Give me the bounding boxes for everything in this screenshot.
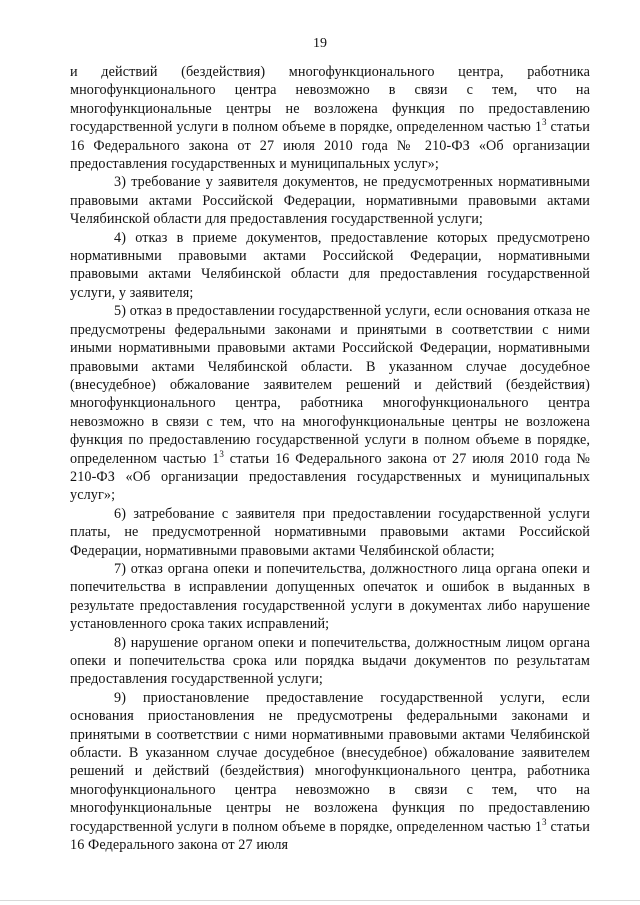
- superscript: 3: [219, 448, 224, 459]
- paragraph-text: 3) требование у заявителя документов, не предусмотренных нормативными правовыми актами Российской Федерации, нормативными правовыми актами Челябинской области для предоставления государственной услуги;: [70, 174, 590, 228]
- paragraph-text: 9) приостановление предоставление государственной услуги, если основания приостановления не предусмотрены федеральными законами и принятыми в соответствии с ними нормативными правовыми актами Челябинской области. В указанном случае досудебное (внесудебное) обжалование заявителем решений и действий (бездействия) многофункционального центра, работника многофункционального центра невозможно в связи с тем, что на многофункциональные центры не возложена функция по предоставлению государственной услуги в полном объеме в порядке, определенном частью 1: [70, 689, 590, 835]
- paragraph-text: 8) нарушение органом опеки и попечительства, должностным лицом органа опеки и попечительства срока или порядка выдачи документов по результатам предоставления государственной услуги;: [70, 634, 590, 688]
- list-item-6: [70, 505, 590, 560]
- paragraph-text-tail: статьи 16 Федерального закона от 27 июля 2010 года № 210-ФЗ «Об организации предоставления государственных и муниципальных услуг»;: [70, 119, 590, 173]
- list-item-8: [70, 634, 590, 689]
- paragraph-text: 6) затребование с заявителя при предоставлении государственной услуги платы, не предусмотренной нормативными правовыми актами Российской Федерации, нормативными правовыми актами Челябинской области;: [70, 505, 590, 559]
- paragraph-text-tail: статьи 16 Федерального закона от 27 июля: [70, 818, 590, 854]
- list-item-5: [70, 302, 590, 504]
- paragraph-text: 7) отказ органа опеки и попечительства, должностного лица органа опеки и попечительства в исправлении допущенных опечаток и ошибок в выданных в результате предоставления государственной услуги в документах либо нарушение установленного срока таких исправлений;: [70, 560, 590, 633]
- paragraph-text-tail: статьи 16 Федерального закона от 27 июля 2010 года № 210-ФЗ «Об организации предоставления государственных и муниципальных услуг»;: [70, 450, 590, 504]
- document-body: [70, 63, 590, 854]
- list-item-9: [70, 689, 590, 855]
- paragraph-text: 5) отказ в предоставлении государственной услуги, если основания отказа не предусмотрены федеральными законами и принятыми в соответствии с ними иными нормативными правовыми актами Российской Федерации, нормативными правовыми актами Челябинской области. В указанном случае досудебное (внесудебное) обжалование заявителем решений и действий (бездействия) многофункционального центра, работника многофункционального центра невозможно в связи с тем, что на многофункциональные центры не возложена функция по предоставлению государственной услуги в полном объеме в порядке, определенном частью 1: [70, 303, 590, 467]
- paragraph-continuation: [70, 63, 590, 173]
- superscript: 3: [542, 117, 547, 128]
- paragraph-text: 4) отказ в приеме документов, предоставление которых предусмотрено нормативными правовыми актами Российской Федерации, нормативными правовыми актами Челябинской области для предоставления государственной услуги, у заявителя;: [70, 229, 590, 301]
- list-item-4: [70, 229, 590, 303]
- list-item-3: [70, 173, 590, 228]
- page-number: 19: [313, 36, 327, 51]
- superscript: 3: [542, 816, 547, 827]
- paragraph-text: и действий (бездействия) многофункционального центра, работника многофункционального центра невозможно в связи с тем, что на многофункциональные центры не возложена функция по предоставлению государственной услуги в полном объеме в порядке, определенном частью 1: [70, 64, 590, 136]
- page-bottom-edge: [0, 900, 640, 901]
- list-item-7: [70, 560, 590, 634]
